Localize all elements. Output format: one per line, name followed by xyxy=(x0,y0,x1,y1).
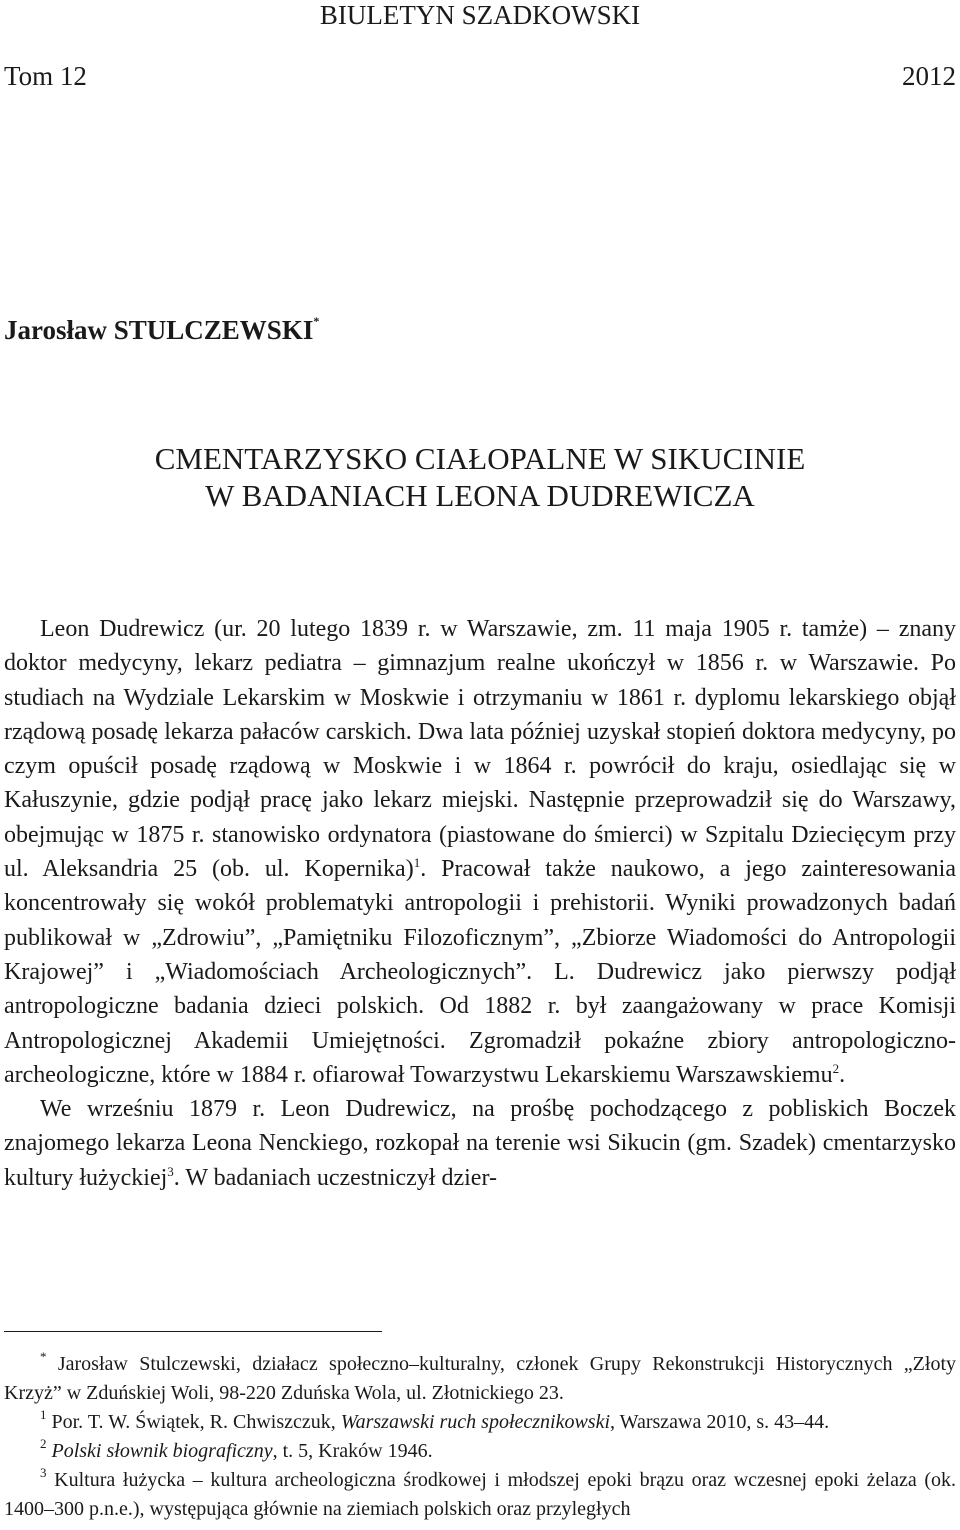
footnote-3-text: Kultura łużycka – kultura archeologiczna środkowej i młodszej epoki brązu oraz wczesnej epoki żelaza (ok. 1400–300 p.n.e.), występująca głównie na ziemiach polskich oraz przyległych xyxy=(4,1469,957,1520)
footnote-2-title: Polski słownik biograficzny xyxy=(51,1440,273,1462)
year-label: 2012 xyxy=(902,61,956,91)
footnote-separator xyxy=(4,1331,382,1332)
article-title xyxy=(0,440,960,514)
footnote-2-mark: 2 xyxy=(40,1436,47,1451)
author-footnote-mark: * xyxy=(313,314,320,328)
footnotes xyxy=(4,1350,956,1524)
footnote-1 xyxy=(4,1408,956,1437)
paragraph-2-part-a: We wrześniu 1879 r. Leon Dudrewicz, na prośbę pochodzącego z pobliskich Boczek znajomego lekarza Leona Nenckiego, rozkopał na terenie wsi Sikucin (gm. Szadek) cmentarzysko kultury łużyckiej xyxy=(4,1096,956,1191)
footnote-author xyxy=(4,1350,956,1408)
paragraph-2 xyxy=(4,1092,956,1195)
body-text xyxy=(4,612,956,1195)
footnote-2 xyxy=(4,1437,956,1466)
footnote-2-text: , t. 5, Kraków 1946. xyxy=(272,1440,433,1462)
footnote-3-mark: 3 xyxy=(40,1465,47,1480)
author-line xyxy=(4,305,319,346)
title-line-1: CMENTARZYSKO CIAŁOPALNE W SIKUCINIE xyxy=(154,441,806,476)
footnote-1-text-a: Por. T. W. Świątek, R. Chwiszczuk, xyxy=(51,1411,341,1433)
volume-year-row xyxy=(4,60,956,92)
footnote-ref-1: 1 xyxy=(413,855,421,871)
footnote-ref-2: 2 xyxy=(832,1060,840,1076)
footnote-author-text: Jarosław Stulczewski, działacz społeczno–kulturalny, członek Grupy Rekonstrukcji Historycznych „Złoty Krzyż” w Zduńskiej Woli, 98-220 Zduńska Wola, ul. Złotnickiego 23. xyxy=(4,1353,957,1404)
author-name: Jarosław STULCZEWSKI xyxy=(4,315,314,345)
footnote-author-mark: * xyxy=(40,1349,47,1364)
paragraph-1-part-b: . Pracował także naukowo, a jego zainteresowania koncentrowały się wokół problematyki antropologii i prehistorii. Wyniki prowadzonych badań publikował w „Zdrowiu”, „Pamiętniku Filozoficznym”, „Zbiorze Wiadomości do Antropologii Krajowej” i „Wiadomościach Archeologicznych”. L. Dudrewicz jako pierwszy podjął antropologiczne badania dzieci polskich. Od 1882 r. był zaangażowany w prace Komisji Antropologicznej Akademii Umiejętności. Zgromadził pokaźne zbiory antropologiczno-archeologiczne, które w 1884 r. ofiarował Towarzystwu Lekarskiemu Warszawskiemu xyxy=(4,856,956,1088)
footnote-1-mark: 1 xyxy=(40,1407,47,1422)
title-line-2: W BADANIACH LEONA DUDREWICZA xyxy=(205,478,755,513)
footnote-1-text-b: , Warszawa 2010, s. 43–44. xyxy=(610,1411,830,1433)
footnote-1-title: Warszawski ruch społecznikowski xyxy=(340,1411,611,1433)
paragraph-1-part-c: . xyxy=(839,1061,846,1088)
running-head: BIULETYN SZADKOWSKI xyxy=(319,0,641,30)
paragraph-1 xyxy=(4,612,956,1092)
paragraph-2-part-b: . W badaniach uczestniczył dzier- xyxy=(173,1164,497,1191)
volume-label: Tom 12 xyxy=(4,61,87,91)
paragraph-1-part-a: Leon Dudrewicz (ur. 20 lutego 1839 r. w Warszawie, zm. 11 maja 1905 r. tamże) – znany doktor medycyny, lekarz pediatra – gimnazjum realne ukończył w 1856 r. w Warszawie. Po studiach na Wydziale Lekarskim w Moskwie i otrzymaniu w 1861 r. dyplomu lekarskiego objął rządową posadę lekarza pałaców carskich. Dwa lata później uzyskał stopień doktora medycyny, po czym opuścił posadę rządową w Moskwie i w 1864 r. powrócił do kraju, osiedlając się w Kałuszynie, gdzie podjął pracę jako lekarz miejski. Następnie przeprowadził się do Warszawy, obejmując w 1875 r. stanowisko ordynatora (piastowane do śmierci) w Szpitalu Dziecięcym przy ul. Aleksandria 25 (ob. ul. Kopernika) xyxy=(4,616,956,883)
footnote-ref-3: 3 xyxy=(167,1163,174,1179)
footnote-3 xyxy=(4,1466,956,1524)
